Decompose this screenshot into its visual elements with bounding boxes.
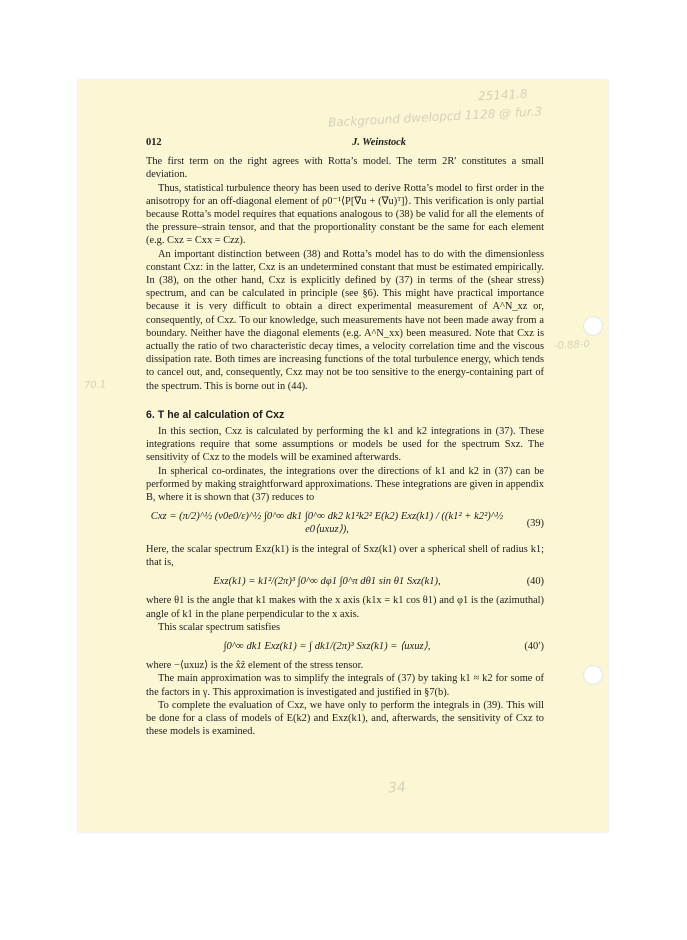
paragraph: In this section, Cxz is calculated by performing the k1 and k2 integrations in (37). These integrations require that some assumptions or models be used for the spectrum Sxz. The sensitivity of Cxz to the models will be examined afterwards. [146,426,544,464]
equation-expression: Exz(k1) = k1²/(2π)³ ∫0^∞ dφ1 ∫0^π dθ1 sin θ1 Sxz(k1), [213,576,441,588]
equation-expression: Cxz = (π/2)^½ (v0e0/ε)^½ ∫0^∞ dk1 ∫0^∞ dk2 k1²k2² E(k2) Exz(k1) / ((k1² + k2²)^½ e0⟨uxuz⟩), [150,511,504,536]
paragraph: Thus, statistical turbulence theory has been used to derive Rotta’s model to first order in the anisotropy for an off-diagonal element of ρ0⁻¹⟨P[∇u + (∇u)ᵀ]⟩. This verification is only partial because Rotta’s model requires that equations analogous to (38) be valid for all the elements of the pressure–strain tensor, and that the proportionality constant be the same for each element (e.g. Cxz = Cxx = Czz). [146,182,544,247]
author-name: J. Weinstock [352,137,406,148]
paragraph: The main approximation was to simplify the integrals of (37) by taking k1 ≈ k2 for some of the factors in γ. This approximation is investigated and justified in §7(b). [146,673,544,698]
pencil-note: 25141.8 [477,86,528,104]
pencil-note: Background dwelopcd 1128 @ fur.3 [327,104,543,130]
section-heading: 6. T he al calculation of Cxz [146,408,285,421]
page-content [146,136,544,738]
equation-expression: ∫0^∞ dk1 Exz(k1) = ∫ dk1/(2π)³ Sxz(k1) = ⟨uxuz⟩, [223,640,431,652]
pencil-note: 34 [387,779,407,797]
running-header [146,136,406,149]
paragraph: The first term on the right agrees with Rotta’s model. The term 2R′ constitutes a small deviation. [146,156,544,181]
equation-39 [146,510,544,536]
paragraph: Here, the scalar spectrum Exz(k1) is the integral of Sxz(k1) over a spherical shell of radius k1; that is, [146,543,544,568]
paragraph: In spherical co-ordinates, the integrations over the directions of k1 and k2 in (37) can be performed by making straightforward approximations. These integrations are given in appendix B, where it is shown that (37) reduces to [146,465,544,504]
punch-hole [583,316,603,336]
equation-number: (40) [526,576,544,588]
equation-40 [146,575,544,588]
equation-number: (40′) [524,640,544,652]
pencil-note: 70.1 [83,379,107,392]
paragraph: To complete the evaluation of Cxz, we have only to perform the integrals in (39). This will be done for a class of models of E(k2) and Exz(k1), and, afterwards, the sensitivity of Cxz to these models is examined. [146,699,544,738]
punch-hole [583,665,603,685]
paragraph: This scalar spectrum satisfies [158,621,281,633]
scanned-page [78,80,608,832]
page-number: 012 [146,137,162,148]
paragraph: where −⟨uxuz⟩ is the x̂ẑ element of the stress tensor. [146,660,364,672]
paragraph: An important distinction between (38) and Rotta’s model has to do with the dimensionless constant Cxz: in the latter, Cxz is an undetermined constant that must be estimated empirically. In (38), on the other hand, Cxz is explicitly defined by (37) in terms of the (shear stress) spectrum, and can be calculated in principle (see §6). This might have practical importance because it is very difficult to obtain a direct experimental measurement of A^N_xz or, consequently, of Cxz. To our knowledge, such measurements have not been made away from a boundary. Neither have the diagonal elements (e.g. A^N_xx) been measured. Note that Cxz is actually the ratio of two characteristic decay times, a velocity correlation time and the viscous dissipation rate. Both times are increasing functions of the total turbulence energy, which tends to cancel out, and, consequently, Cxz may not be too sensitive to the energy-containing part of the spectrum. This is borne out in (44). [146,248,544,392]
paragraph: where θ1 is the angle that k1 makes with the x axis (k1x = k1 cos θ1) and φ1 is the (azimuthal) angle of k1 in the plane perpendicular to the x axis. [146,595,544,620]
equation-40-prime [146,640,544,653]
pencil-note: -0.88-0 [553,339,591,352]
equation-number: (39) [526,517,544,529]
